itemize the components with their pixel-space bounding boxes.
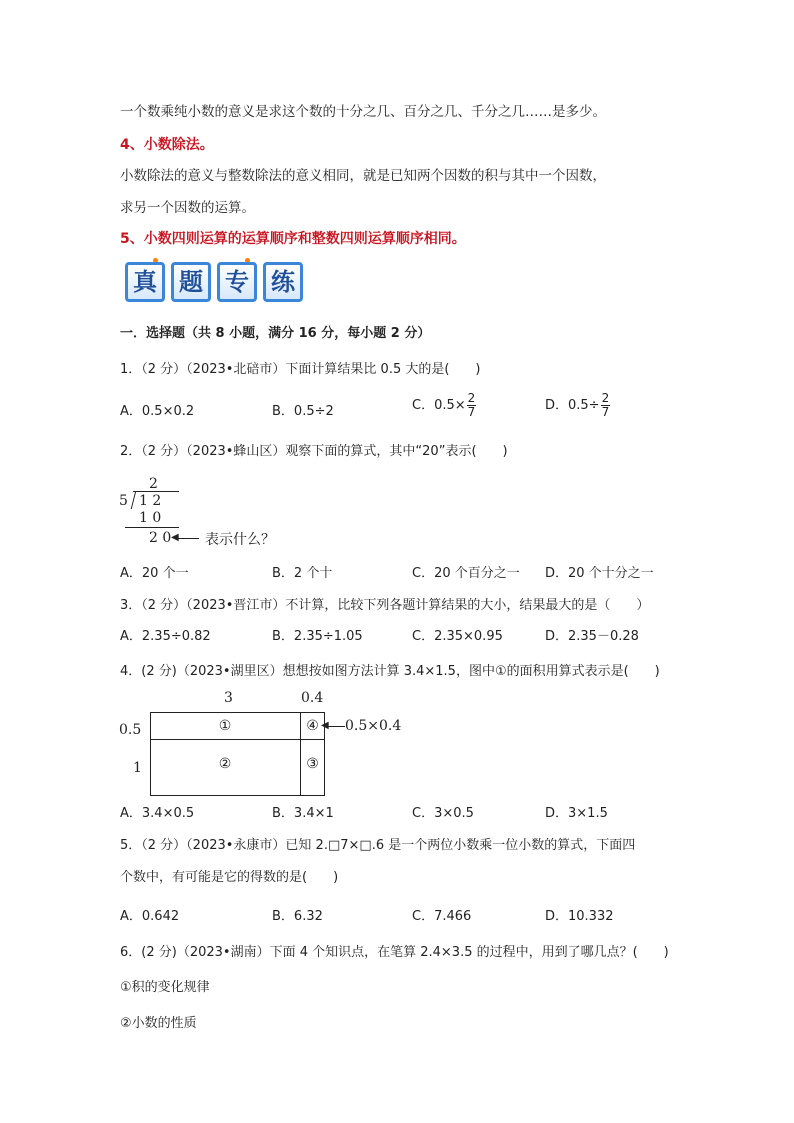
section-title: 一．选择题（共 8 小题，满分 16 分，每小题 2 分） — [120, 326, 431, 341]
q1-option-c[interactable] — [412, 392, 476, 419]
q6-stem: 6．(2 分)（2023•湖南）下面 4 个知识点，在笔算 2.4×3.5 的过程中，用到了哪几点？( ) — [120, 945, 669, 960]
fraction: $\frac{2}{7}$ — [467, 391, 476, 419]
cell-3: ③ — [306, 756, 319, 772]
cell-2: ② — [218, 756, 232, 772]
horizontal-divider — [150, 739, 325, 740]
remainder: 2 0 — [149, 530, 172, 546]
q2-option-d[interactable]: D．20 个十分之一 — [545, 566, 654, 581]
banner-char: 专 — [217, 262, 257, 302]
heading-4: 4、小数除法。 — [120, 137, 214, 153]
q2-option-a[interactable]: A．20 个一 — [120, 566, 189, 581]
q3-option-d[interactable]: D．2.35－0.28 — [545, 629, 639, 644]
q4-option-d[interactable]: D．3×1.5 — [545, 806, 608, 821]
q4-option-a[interactable]: A．3.4×0.5 — [120, 806, 195, 821]
division-bracket — [131, 491, 136, 509]
fraction: $\frac{2}{7}$ — [601, 391, 610, 419]
banner-char: 练 — [263, 262, 303, 302]
banner-char: 真 — [125, 262, 165, 302]
q4-option-c[interactable]: C．3×0.5 — [412, 806, 474, 821]
quotient: 2 — [149, 476, 158, 492]
q5-option-a[interactable]: A．0.642 — [120, 909, 180, 924]
label-left-05: 0.5 — [119, 722, 142, 738]
q3-stem: 3．（2 分）（2023•晋江市）不计算，比较下列各题计算结果的大小，结果最大的是（ ） — [120, 598, 650, 613]
q1-option-d-label: D．0.5÷ — [545, 398, 600, 413]
q1-stem: 1．（2 分）（2023•北碚市）下面计算结果比 0.5 大的是( ) — [120, 362, 481, 377]
arrow-left-icon: ◀ — [171, 532, 179, 543]
q5-option-b[interactable]: B．6.32 — [272, 909, 323, 924]
q5-stem: 5．（2 分）（2023•永康市）已知 2.□7×□.6 是一个两位小数乘一位小数的算式，下面四 — [120, 838, 636, 853]
q1-option-a[interactable]: A．0.5×0.2 — [120, 404, 195, 419]
q6-item-2: ②小数的性质 — [120, 1016, 197, 1031]
heading-5: 5、小数四则运算的运算顺序和整数四则运算顺序相同。 — [120, 231, 466, 247]
label-left-1: 1 — [133, 760, 142, 776]
q6-item-1: ①积的变化规律 — [120, 980, 210, 995]
q4-option-b[interactable]: B．3.4×1 — [272, 806, 334, 821]
q3-option-b[interactable]: B．2.35÷1.05 — [272, 629, 363, 644]
long-division-figure — [115, 474, 305, 550]
arrow-left-icon: ◀ — [321, 720, 329, 731]
practice-banner — [123, 258, 309, 306]
division-note: 表示什么？ — [205, 532, 275, 548]
divisor: 5 — [119, 493, 128, 509]
q5-option-d[interactable]: D．10.332 — [545, 909, 614, 924]
intro-line-2: 小数除法的意义与整数除法的意义相同，就是已知两个因数的积与其中一个因数， — [120, 168, 606, 184]
q4-stem: 4．(2 分)（2023•湖里区）想想按如图方法计算 3.4×1.5，图中①的面积用算式表示是( ) — [120, 664, 660, 679]
q5-stem-2: 个数中，有可能是它的得数的是( ) — [120, 870, 339, 885]
q5-option-c[interactable]: C．7.466 — [412, 909, 472, 924]
q1-option-b[interactable]: B．0.5÷2 — [272, 404, 334, 419]
q3-option-a[interactable]: A．2.35÷0.82 — [120, 629, 211, 644]
dividend: 1 2 — [139, 493, 162, 509]
label-top-3: 3 — [224, 690, 233, 706]
subtrahend: 1 0 — [139, 510, 162, 526]
cell-1: ① — [218, 718, 232, 734]
subtraction-line — [125, 527, 179, 528]
intro-line-1: 一个数乘纯小数的意义是求这个数的十分之几、百分之几、千分之几……是多少。 — [120, 104, 606, 120]
label-top-04: 0.4 — [301, 690, 324, 706]
intro-line-3: 求另一个因数的运算。 — [120, 200, 255, 216]
q3-option-c[interactable]: C．2.35×0.95 — [412, 629, 503, 644]
q1-option-c-label: C．0.5× — [412, 398, 466, 413]
q2-option-c[interactable]: C．20 个百分之一 — [412, 566, 520, 581]
q2-option-b[interactable]: B．2 个十 — [272, 566, 333, 581]
area-model-figure — [115, 688, 415, 800]
division-bar — [133, 491, 179, 492]
q2-stem: 2．（2 分）（2023•蜂山区）观察下面的算式，其中“20”表示( ) — [120, 444, 508, 459]
cell-4: ④ — [306, 718, 319, 734]
cell-4-note: 0.5×0.4 — [345, 718, 402, 734]
banner-char: 题 — [171, 262, 211, 302]
q1-option-d[interactable] — [545, 392, 610, 419]
